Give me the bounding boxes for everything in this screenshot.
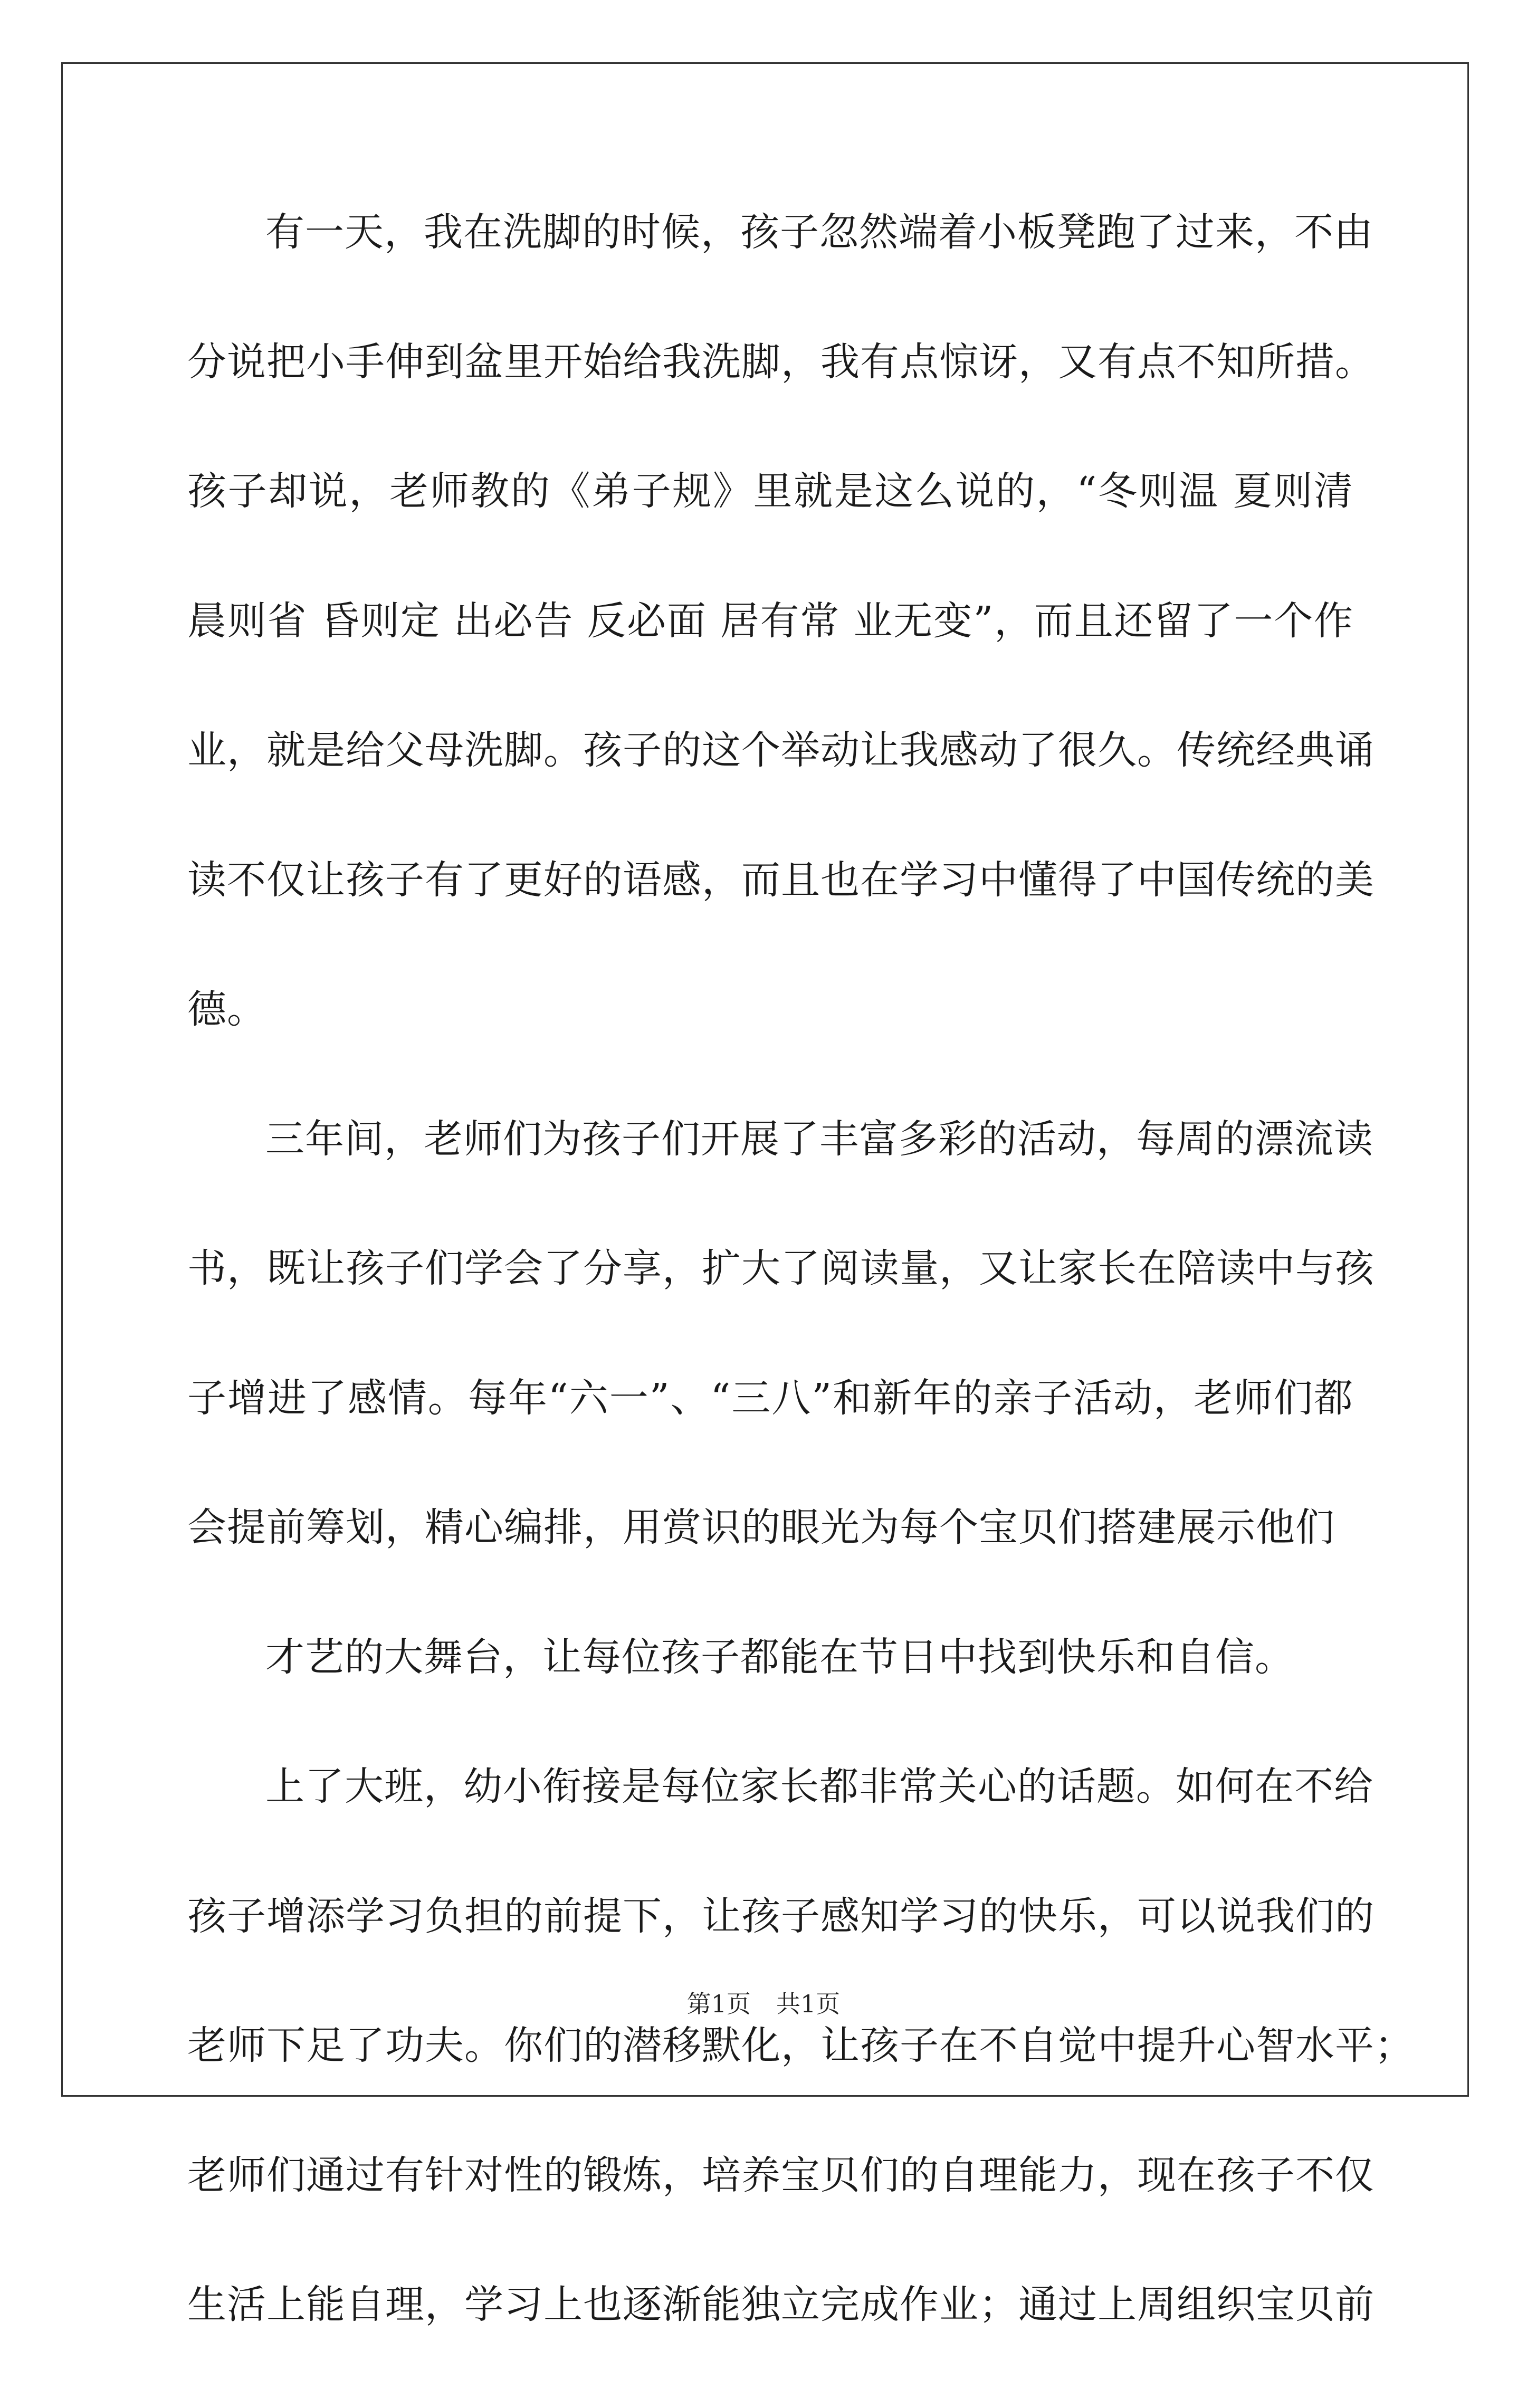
paragraph-line: 会提前筹划，精心编排，用赏识的眼光为每个宝贝们搭建展示他们 <box>187 1505 1335 1550</box>
paragraph-line: 老师下足了功夫。你们的潜移默化，让孩子在不自觉中提升心智水平； <box>187 2023 1414 2068</box>
document-body <box>187 206 1414 2408</box>
paragraph-line: 才艺的大舞台，让每位孩子都能在节日中找到快乐和自信。 <box>265 1634 1294 1680</box>
paragraph-line: 上了大班，幼小衔接是每位家长都非常关心的话题。如何在不给 <box>265 1764 1373 1809</box>
paragraph-line: 有一天，我在洗脚的时候，孩子忽然端着小板凳跑了过来，不由 <box>265 209 1373 255</box>
paragraph-line: 德。 <box>187 987 266 1032</box>
paragraph-line: 晨则省 昏则定 出必告 反必面 居有常 业无变”，而且还留了一个作 <box>187 598 1353 644</box>
paragraph-line: 三年间，老师们为孩子们开展了丰富多彩的活动，每周的漂流读 <box>265 1116 1373 1162</box>
paragraph-line: 业，就是给父母洗脚。孩子的这个举动让我感动了很久。传统经典诵 <box>187 728 1375 773</box>
page-total: 共1页 <box>776 1990 841 2018</box>
paragraph-line: 子增进了感情。每年“六一”、“三八”和新年的亲子活动，老师们都 <box>187 1375 1353 1421</box>
paragraph-line: 孩子增添学习负担的前提下，让孩子感知学习的快乐，可以说我们的 <box>187 1893 1375 1939</box>
paragraph-line: 分说把小手伸到盆里开始给我洗脚，我有点惊讶，又有点不知所措。 <box>187 339 1375 385</box>
paragraph-line: 书，既让孩子们学会了分享，扩大了阅读量，又让家长在陪读中与孩 <box>187 1246 1375 1291</box>
page-footer <box>0 1988 1527 2020</box>
paragraph-line: 老师们通过有针对性的锻炼，培养宝贝们的自理能力，现在孩子不仅 <box>187 2152 1375 2198</box>
paragraph-line: 孩子却说，老师教的《弟子规》里就是这么说的，“冬则温 夏则清 <box>187 469 1353 514</box>
page-number: 第1页 <box>686 1990 751 2018</box>
paragraph-line: 读不仅让孩子有了更好的语感，而且也在学习中懂得了中国传统的美 <box>187 857 1375 903</box>
paragraph-line: 生活上能自理，学习上也逐渐能独立完成作业；通过上周组织宝贝前 <box>187 2282 1375 2327</box>
